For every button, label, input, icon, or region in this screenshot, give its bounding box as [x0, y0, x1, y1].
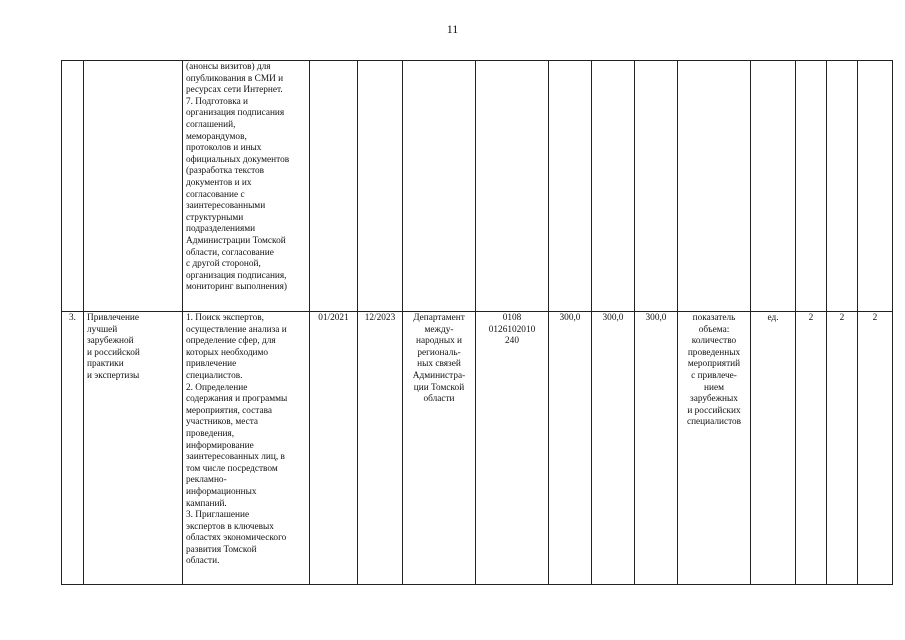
cell-executor: Департамент между- народных и региональ- ных связей Администра- ции Томской области	[403, 312, 476, 585]
cell-unit: ед.	[751, 312, 796, 585]
cell-start	[310, 61, 358, 312]
program-table	[61, 60, 893, 585]
cell-amount-3: 300,0	[635, 312, 678, 585]
page-number: 11	[446, 22, 459, 36]
cell-activities: 1. Поиск экспертов, осуществление анализа и определение сфер, для которых необходимо привлечение специалистов. 2. Определение содержания и программы мероприятия, состава участников, места проведения, информирование заинтересованных лиц, в том числе посредством рекламно- информационных кампаний. 3. Приглашение экспертов в ключевых областях экономического развития Томской области.	[183, 312, 310, 585]
cell-code: 0108 0126102010 240	[476, 312, 549, 585]
cell-executor	[403, 61, 476, 312]
cell-value-3	[858, 61, 893, 312]
table-row	[62, 312, 893, 585]
cell-name: Привлечение лучшей зарубежной и российской практики и экспертизы	[84, 312, 183, 585]
cell-indicator	[678, 61, 751, 312]
cell-end: 12/2023	[358, 312, 403, 585]
cell-value-1	[796, 61, 827, 312]
cell-code	[476, 61, 549, 312]
cell-value-3: 2	[858, 312, 893, 585]
cell-amount-2: 300,0	[592, 312, 635, 585]
cell-amount-3	[635, 61, 678, 312]
cell-amount-1: 300,0	[549, 312, 592, 585]
cell-value-1: 2	[796, 312, 827, 585]
cell-num	[62, 61, 84, 312]
cell-value-2: 2	[827, 312, 858, 585]
cell-unit	[751, 61, 796, 312]
table-row	[62, 61, 893, 312]
cell-indicator: показатель объема: количество проведенных мероприятий с привлече- нием зарубежных и российских специалистов	[678, 312, 751, 585]
cell-end	[358, 61, 403, 312]
cell-activities: (анонсы визитов) для опубликования в СМИ и ресурсах сети Интернет. 7. Подготовка и организация подписания соглашений, меморандумов, протоколов и иных официальных документов (разработка текстов документов и их согласование с заинтересованными структурными подразделениями Администрации Томской области, согласование с другой стороной, организация подписания, мониторинг выполнения)	[183, 61, 310, 312]
cell-amount-1	[549, 61, 592, 312]
cell-start: 01/2021	[310, 312, 358, 585]
cell-value-2	[827, 61, 858, 312]
cell-name	[84, 61, 183, 312]
cell-num: 3.	[62, 312, 84, 585]
cell-amount-2	[592, 61, 635, 312]
